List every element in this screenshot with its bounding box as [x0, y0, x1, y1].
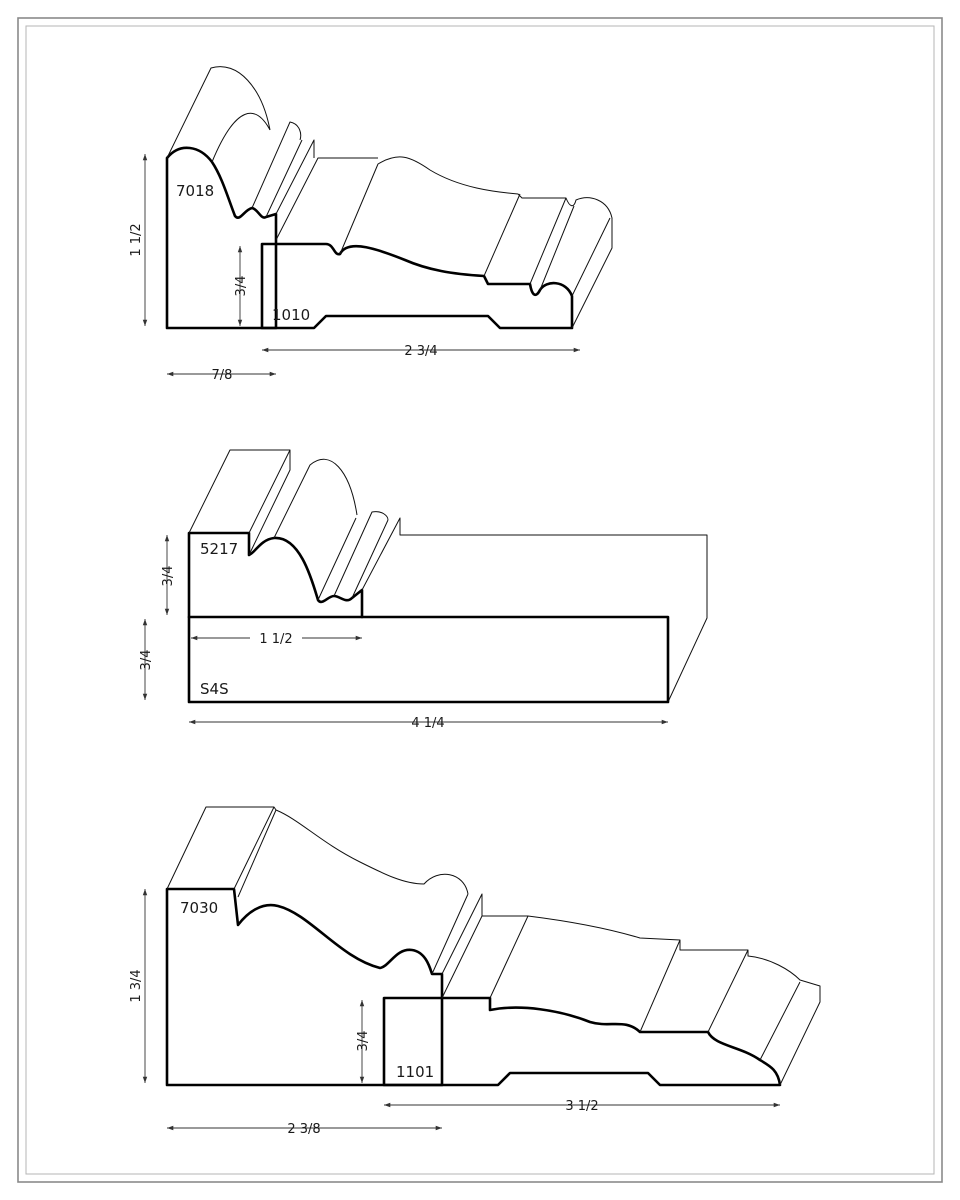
profile-1101-outline: [384, 998, 780, 1085]
diagram-5217-s4s: [139, 450, 707, 731]
dim-height: 1 1/2: [129, 223, 144, 257]
profile-5217-depth: [189, 450, 707, 702]
dim-board-height: 3/4: [139, 649, 154, 671]
profile-label-5217: 5217: [200, 540, 239, 558]
profile-label-1010: 1010: [272, 306, 311, 324]
profile-1101-depth: [442, 916, 820, 1085]
diagram-7030-1101: [129, 807, 820, 1137]
profile-label-s4s: S4S: [200, 680, 229, 698]
dim-base-height: 3/4: [234, 275, 249, 297]
outer-frame: [18, 18, 942, 1182]
profile-label-1101: 1101: [396, 1063, 435, 1081]
dim-base-width: 3 1/2: [565, 1099, 599, 1114]
dim-base-width: 2 3/4: [404, 344, 438, 359]
profile-7030-outline: [167, 889, 442, 1085]
inner-frame: [26, 26, 934, 1174]
profile-s4s-outline: [189, 617, 668, 702]
dim-height: 1 3/4: [129, 969, 144, 1003]
dim-board-width: 4 1/4: [411, 716, 445, 731]
dim-base-height: 3/4: [356, 1030, 371, 1052]
profile-label-7030: 7030: [180, 899, 219, 917]
dim-cap-height: 3/4: [161, 565, 176, 587]
diagram-7018-1010: [129, 67, 612, 383]
dim-casing-width: 7/8: [211, 368, 233, 383]
profile-7030-depth: [167, 807, 482, 974]
dim-cap-width: 1 1/2: [259, 632, 293, 647]
dim-casing-width: 2 3/8: [287, 1122, 321, 1137]
profile-7018-outline: [167, 148, 276, 328]
profile-label-7018: 7018: [176, 182, 215, 200]
